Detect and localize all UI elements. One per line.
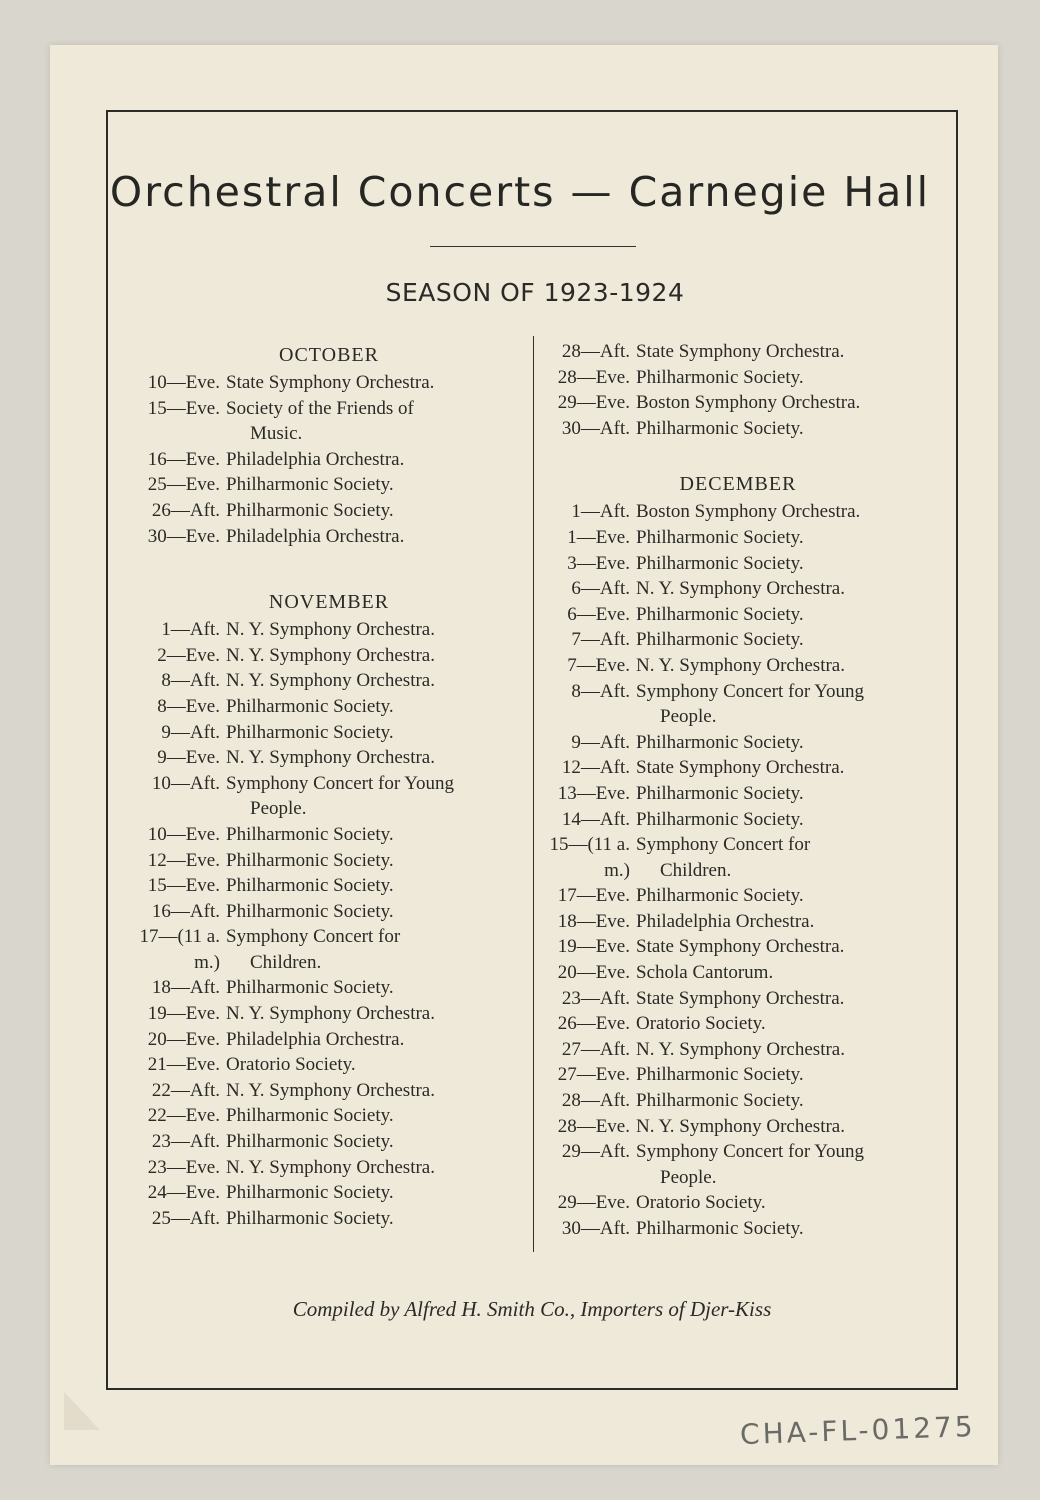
concert-date: 8—Aft.	[571, 680, 630, 702]
concert-entry	[538, 576, 938, 602]
concert-description	[226, 1155, 530, 1181]
concert-entry	[128, 924, 530, 975]
catalog-number: CHA-FL-01275	[739, 1409, 977, 1452]
concert-entry	[128, 873, 530, 899]
concert-description	[636, 807, 938, 833]
concert-date: 15—Eve.	[147, 875, 220, 897]
concert-date: 6—Eve.	[567, 603, 630, 625]
concert-entry	[538, 525, 938, 551]
description-line: Philharmonic Society.	[636, 1064, 804, 1086]
description-line: Philadelphia Orchestra.	[226, 1028, 405, 1050]
concert-date: 28—Aft.	[561, 341, 630, 362]
concert-description	[636, 909, 938, 935]
concert-entry	[128, 899, 530, 925]
concert-date: 1—Eve.	[567, 526, 630, 548]
season-heading: SEASON OF 1923-1924	[385, 278, 685, 307]
concert-entry	[128, 1001, 530, 1027]
concert-date: 7—Aft.	[571, 629, 630, 651]
concert-description	[636, 365, 938, 391]
concert-description	[636, 934, 938, 960]
concert-entry	[538, 960, 938, 986]
concert-description	[636, 679, 938, 730]
description-line: Children.	[660, 859, 732, 881]
concert-date: 1—Aft.	[161, 619, 220, 641]
concert-description	[226, 720, 530, 746]
description-line: Boston Symphony Orchestra.	[636, 392, 861, 414]
page-title: Orchestral Concerts — Carnegie Hall	[109, 168, 931, 216]
description-line: Symphony Concert for Young	[636, 1141, 865, 1163]
concert-date: 6—Aft.	[571, 578, 630, 600]
concert-description	[226, 1103, 530, 1129]
concert-entry	[128, 771, 530, 822]
concert-entry	[128, 668, 530, 694]
concert-entry	[128, 822, 530, 848]
description-line: Philharmonic Society.	[226, 1105, 394, 1127]
concert-entry	[538, 1216, 938, 1242]
concert-description	[226, 975, 530, 1001]
concert-entry	[538, 807, 938, 833]
concert-date: 27—Aft.	[561, 1038, 630, 1060]
concert-entry	[538, 1114, 938, 1140]
concert-description	[226, 822, 530, 848]
description-line: People.	[250, 798, 307, 820]
concert-description	[636, 653, 938, 679]
concert-description	[226, 771, 530, 822]
concert-date: 10—Eve.	[147, 372, 220, 393]
concert-entry	[538, 883, 938, 909]
description-line: Schola Cantorum.	[636, 962, 774, 984]
concert-description	[636, 730, 938, 756]
concert-description	[226, 1206, 530, 1232]
concert-entry	[128, 1180, 530, 1206]
description-line: Oratorio Society.	[636, 1013, 766, 1035]
concert-date: 30—Eve.	[147, 525, 220, 547]
concert-date: 24—Eve.	[147, 1182, 220, 1204]
concert-date: 8—Eve.	[157, 695, 220, 717]
concert-description	[226, 873, 530, 899]
concert-entry	[538, 909, 938, 935]
description-line: Boston Symphony Orchestra.	[636, 501, 861, 523]
concert-date: 28—Aft.	[561, 1090, 630, 1112]
concert-description	[226, 1180, 530, 1206]
description-line: N. Y. Symphony Orchestra.	[226, 619, 435, 641]
concert-description	[636, 832, 938, 883]
description-line: Philharmonic Society.	[226, 721, 394, 743]
description-line: N. Y. Symphony Orchestra.	[226, 1003, 435, 1025]
concert-date: 25—Aft.	[151, 1207, 220, 1229]
concert-description	[636, 960, 938, 986]
description-line: Symphony Concert for Young	[636, 680, 865, 702]
concert-description	[636, 576, 938, 602]
concert-date: 25—Eve.	[147, 474, 220, 496]
description-line: Oratorio Society.	[636, 1192, 766, 1214]
concert-date: 18—Eve.	[557, 910, 630, 932]
concert-entry	[538, 934, 938, 960]
concert-entry	[538, 781, 938, 807]
description-line: People.	[660, 706, 717, 728]
concert-date: 15—Eve.	[147, 397, 220, 419]
section-gap	[128, 549, 530, 587]
description-line: N. Y. Symphony Orchestra.	[226, 670, 435, 692]
description-line: State Symphony Orchestra.	[636, 757, 845, 779]
description-line: Philharmonic Society.	[636, 366, 804, 388]
concert-description	[226, 745, 530, 771]
concert-description	[226, 848, 530, 874]
right-column	[538, 339, 938, 1242]
concert-entry	[128, 370, 530, 396]
description-line: Philharmonic Society.	[226, 823, 394, 845]
concert-entry	[128, 498, 530, 524]
concert-date: 2—Eve.	[157, 644, 220, 666]
concert-description	[636, 986, 938, 1012]
concert-date: 20—Eve.	[557, 962, 630, 984]
concert-description	[636, 1037, 938, 1063]
concert-description	[226, 370, 530, 396]
concert-entry	[128, 848, 530, 874]
concert-entry	[538, 627, 938, 653]
description-line: State Symphony Orchestra.	[636, 341, 845, 362]
concert-description	[636, 883, 938, 909]
description-line: People.	[660, 1166, 717, 1188]
footer-credit: Compiled by Alfred H. Smith Co., Importers of Djer-Kiss	[292, 1297, 772, 1321]
description-line: Symphony Concert for Young	[226, 772, 455, 794]
description-line: Oratorio Society.	[226, 1054, 356, 1076]
concert-date: 19—Eve.	[147, 1003, 220, 1025]
concert-entry	[538, 1088, 938, 1114]
concert-description	[636, 390, 938, 416]
concert-entry	[128, 745, 530, 771]
concert-date: 12—Eve.	[147, 849, 220, 871]
concert-entry	[128, 975, 530, 1001]
description-line: Children.	[250, 951, 322, 973]
description-line: Philadelphia Orchestra.	[636, 910, 815, 932]
concert-date: 27—Eve.	[557, 1064, 630, 1086]
description-line: Philharmonic Society.	[636, 885, 804, 907]
concert-description	[636, 627, 938, 653]
concert-date: 22—Eve.	[147, 1105, 220, 1127]
concert-description	[636, 499, 938, 525]
description-line: Philadelphia Orchestra.	[226, 525, 405, 547]
concert-entry	[128, 1052, 530, 1078]
concert-date: 20—Eve.	[147, 1028, 220, 1050]
description-line: Symphony Concert for	[636, 834, 811, 856]
description-line: Symphony Concert for	[226, 926, 401, 948]
description-line: Philharmonic Society.	[636, 731, 804, 753]
concert-date: 17—(11 a. m.)	[139, 926, 220, 973]
description-line: Philharmonic Society.	[226, 1207, 394, 1229]
description-line: Philharmonic Society.	[226, 1131, 394, 1153]
concert-entry	[538, 551, 938, 577]
concert-date: 16—Eve.	[147, 448, 220, 470]
concert-entry	[538, 653, 938, 679]
left-column	[128, 340, 530, 1231]
description-line: N. Y. Symphony Orchestra.	[636, 1115, 845, 1137]
column-divider	[533, 336, 534, 1252]
concert-entry	[538, 390, 938, 416]
concert-entry	[128, 694, 530, 720]
concert-description	[226, 1052, 530, 1078]
description-line: N. Y. Symphony Orchestra.	[636, 1038, 845, 1060]
description-line: Philharmonic Society.	[226, 977, 394, 999]
concert-date: 22—Aft.	[151, 1079, 220, 1101]
description-line: N. Y. Symphony Orchestra.	[226, 1079, 435, 1101]
concert-date: 18—Aft.	[151, 977, 220, 999]
concert-date: 28—Eve.	[557, 1115, 630, 1137]
concert-entry	[538, 679, 938, 730]
concert-entry	[128, 472, 530, 498]
concert-date: 9—Aft.	[161, 721, 220, 743]
concert-description	[226, 1001, 530, 1027]
concert-description	[636, 1011, 938, 1037]
concert-entry	[538, 1190, 938, 1216]
concert-description	[636, 1190, 938, 1216]
concert-date: 12—Aft.	[561, 757, 630, 779]
concert-description	[226, 899, 530, 925]
concert-description	[636, 339, 938, 365]
concert-entry	[538, 1037, 938, 1063]
concert-description	[636, 551, 938, 577]
concert-entry	[538, 986, 938, 1012]
title-rule	[430, 246, 636, 247]
concert-entry	[128, 1078, 530, 1104]
concert-date: 26—Aft.	[151, 499, 220, 521]
concert-description	[636, 781, 938, 807]
concert-date: 30—Aft.	[561, 1218, 630, 1239]
concert-description	[226, 668, 530, 694]
concert-description	[226, 924, 530, 975]
description-line: N. Y. Symphony Orchestra.	[636, 654, 845, 676]
description-line: Philharmonic Society.	[226, 875, 394, 897]
concert-description	[226, 396, 530, 447]
concert-entry	[538, 602, 938, 628]
concert-date: 19—Eve.	[557, 936, 630, 958]
section-gap	[538, 441, 938, 469]
description-line: Philharmonic Society.	[636, 808, 804, 830]
description-line: Philharmonic Society.	[636, 1090, 804, 1112]
concert-description	[636, 755, 938, 781]
concert-date: 3—Eve.	[567, 552, 630, 574]
concert-date: 15—(11 a. m.)	[549, 834, 630, 881]
concert-date: 17—Eve.	[557, 885, 630, 907]
concert-entry	[128, 447, 530, 473]
month-heading: NOVEMBER	[268, 591, 390, 614]
concert-description	[636, 1062, 938, 1088]
folded-corner	[64, 1392, 100, 1430]
concert-entry	[128, 1027, 530, 1053]
concert-description	[636, 1114, 938, 1140]
concert-description	[226, 524, 530, 550]
month-heading: OCTOBER	[279, 344, 379, 366]
concert-entry	[128, 720, 530, 746]
concert-entry	[538, 755, 938, 781]
concert-description	[226, 447, 530, 473]
description-line: N. Y. Symphony Orchestra.	[226, 644, 435, 666]
description-line: Philharmonic Society.	[636, 552, 804, 574]
description-line: N. Y. Symphony Orchestra.	[226, 1156, 435, 1178]
description-line: Philharmonic Society.	[636, 629, 804, 651]
concert-date: 30—Aft.	[561, 417, 630, 439]
description-line: Music.	[250, 423, 303, 445]
description-line: State Symphony Orchestra.	[636, 987, 845, 1009]
concert-date: 21—Eve.	[147, 1054, 220, 1076]
concert-entry	[128, 617, 530, 643]
description-line: Philharmonic Society.	[226, 1182, 394, 1204]
concert-entry	[128, 1103, 530, 1129]
concert-description	[226, 694, 530, 720]
concert-description	[226, 1027, 530, 1053]
concert-entry	[538, 730, 938, 756]
concert-date: 9—Eve.	[157, 747, 220, 769]
concert-date: 14—Aft.	[561, 808, 630, 830]
concert-date: 1—Aft.	[571, 501, 630, 523]
description-line: Philharmonic Society.	[226, 474, 394, 496]
concert-description	[226, 643, 530, 669]
concert-date: 23—Aft.	[561, 987, 630, 1009]
concert-entry	[538, 832, 938, 883]
description-line: Philharmonic Society.	[636, 782, 804, 804]
concert-description	[636, 1139, 938, 1190]
description-line: N. Y. Symphony Orchestra.	[226, 747, 435, 769]
concert-date: 23—Aft.	[151, 1131, 220, 1153]
concert-entry	[538, 1139, 938, 1190]
description-line: State Symphony Orchestra.	[636, 936, 845, 958]
concert-entry	[128, 643, 530, 669]
concert-entry	[538, 365, 938, 391]
description-line: Philharmonic Society.	[226, 900, 394, 922]
concert-entry	[538, 1011, 938, 1037]
concert-description	[226, 498, 530, 524]
concert-date: 23—Eve.	[147, 1156, 220, 1178]
description-line: Philharmonic Society.	[636, 526, 804, 548]
description-line: Philharmonic Society.	[636, 1218, 804, 1239]
month-heading: DECEMBER	[679, 473, 797, 496]
description-line: Philharmonic Society.	[226, 499, 394, 521]
concert-description	[636, 416, 938, 442]
concert-date: 29—Aft.	[561, 1141, 630, 1163]
concert-date: 10—Eve.	[147, 823, 220, 845]
description-line: Philharmonic Society.	[636, 417, 804, 439]
concert-date: 28—Eve.	[557, 366, 630, 388]
description-line: Philharmonic Society.	[226, 695, 394, 717]
concert-description	[226, 1129, 530, 1155]
description-line: N. Y. Symphony Orchestra.	[636, 578, 845, 600]
concert-description	[636, 602, 938, 628]
concert-entry	[538, 416, 938, 442]
concert-entry	[128, 1206, 530, 1232]
concert-date: 26—Eve.	[557, 1013, 630, 1035]
description-line: State Symphony Orchestra.	[226, 372, 435, 393]
concert-date: 8—Aft.	[161, 670, 220, 692]
concert-date: 29—Eve.	[557, 392, 630, 414]
concert-entry	[538, 1062, 938, 1088]
concert-entry	[128, 1129, 530, 1155]
description-line: Society of the Friends of	[226, 397, 414, 419]
concert-description	[636, 1216, 938, 1242]
concert-entry	[538, 339, 938, 365]
description-line: Philharmonic Society.	[636, 603, 804, 625]
concert-description	[636, 525, 938, 551]
concert-entry	[128, 396, 530, 447]
concert-description	[636, 1088, 938, 1114]
description-line: Philadelphia Orchestra.	[226, 448, 405, 470]
concert-entry	[128, 524, 530, 550]
concert-date: 10—Aft.	[151, 772, 220, 794]
concert-entry	[128, 1155, 530, 1181]
concert-description	[226, 617, 530, 643]
concert-date: 29—Eve.	[557, 1192, 630, 1214]
concert-date: 16—Aft.	[151, 900, 220, 922]
concert-date: 13—Eve.	[557, 782, 630, 804]
description-line: Philharmonic Society.	[226, 849, 394, 871]
concert-entry	[538, 499, 938, 525]
concert-date: 7—Eve.	[567, 654, 630, 676]
concert-description	[226, 472, 530, 498]
concert-date: 9—Aft.	[571, 731, 630, 753]
concert-description	[226, 1078, 530, 1104]
